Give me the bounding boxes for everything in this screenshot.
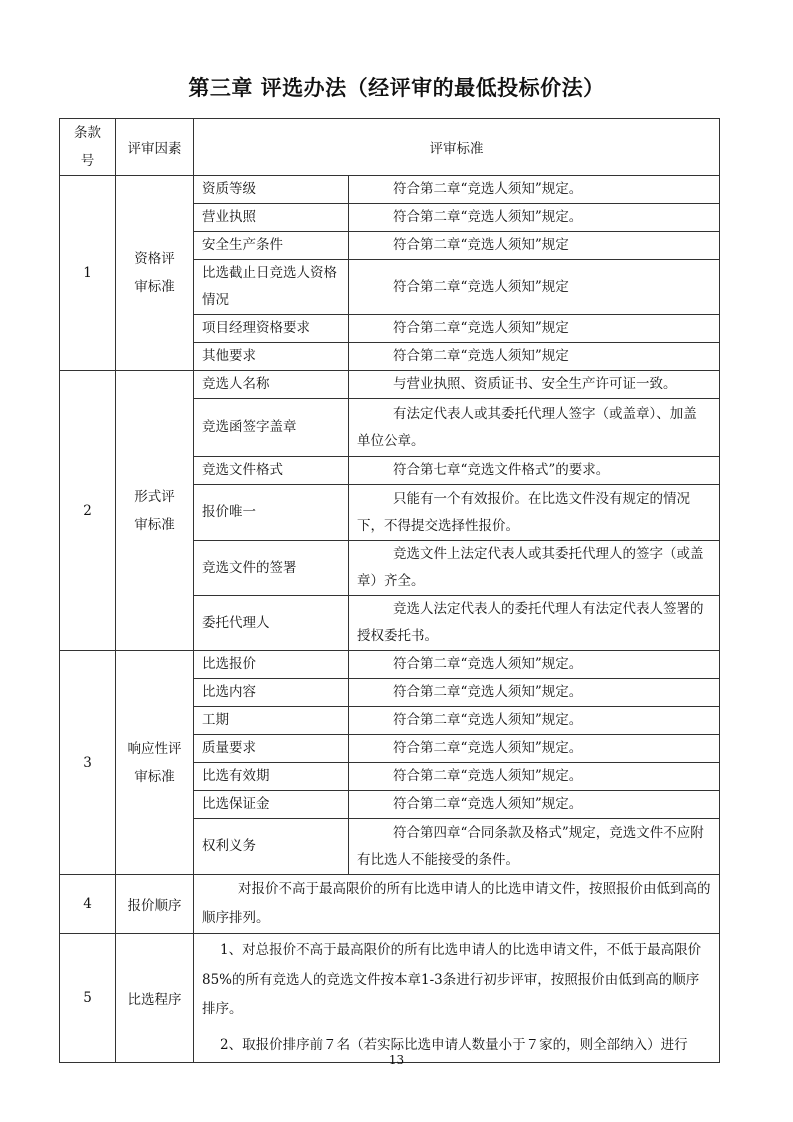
page-title: 第三章 评选办法（经评审的最低投标价法） xyxy=(188,76,605,100)
criterion-name: 竞选文件格式 xyxy=(194,457,349,485)
page-number: 13 xyxy=(388,1053,405,1067)
criterion-standard: 符合第二章“竞选人须知”规定。 xyxy=(349,735,720,763)
table-row xyxy=(60,651,720,679)
criterion-standard: 竞选文件上法定代表人或其委托代理人的签字（或盖章）齐全。 xyxy=(349,541,720,596)
criterion-name: 项目经理资格要求 xyxy=(194,315,349,343)
criterion-standard: 符合第二章“竞选人须知”规定。 xyxy=(349,176,720,204)
section-5-factor: 比选程序 xyxy=(116,934,194,1063)
evaluation-table xyxy=(59,118,720,1063)
criterion-name: 资质等级 xyxy=(194,176,349,204)
criterion-standard: 竞选人法定代表人的委托代理人有法定代表人签署的授权委托书。 xyxy=(349,596,720,651)
table-row xyxy=(60,875,720,934)
section-4-factor: 报价顺序 xyxy=(116,875,194,934)
criterion-name: 竞选函签字盖章 xyxy=(194,399,349,457)
procedure-text xyxy=(194,934,720,1063)
section-1-factor: 资格评审标准 xyxy=(116,176,194,371)
criterion-name: 比选报价 xyxy=(194,651,349,679)
section-5-number: 5 xyxy=(60,934,116,1063)
section-4-number: 4 xyxy=(60,875,116,934)
criterion-name: 委托代理人 xyxy=(194,596,349,651)
section-3-factor: 响应性评审标准 xyxy=(116,651,194,875)
criterion-standard: 只能有一个有效报价。在比选文件没有规定的情况下，不得提交选择性报价。 xyxy=(349,485,720,541)
criterion-name: 其他要求 xyxy=(194,343,349,371)
criterion-name: 安全生产条件 xyxy=(194,232,349,260)
criterion-name: 竞选文件的签署 xyxy=(194,541,349,596)
criterion-standard: 符合第二章“竞选人须知”规定。 xyxy=(349,651,720,679)
criterion-standard: 符合第二章“竞选人须知”规定 xyxy=(349,260,720,315)
criterion-name: 比选内容 xyxy=(194,679,349,707)
header-review-factor: 评审因素 xyxy=(116,119,194,176)
table-row xyxy=(60,371,720,399)
criterion-standard: 符合第四章“合同条款及格式”规定，竞选文件不应附有比选人不能接受的条件。 xyxy=(349,819,720,875)
table-row xyxy=(60,176,720,204)
criterion-standard: 符合第二章“竞选人须知”规定。 xyxy=(349,679,720,707)
criterion-name: 比选保证金 xyxy=(194,791,349,819)
table-row xyxy=(60,934,720,1063)
criterion-name: 比选有效期 xyxy=(194,763,349,791)
header-review-standard: 评审标准 xyxy=(194,119,720,176)
criterion-name: 质量要求 xyxy=(194,735,349,763)
criterion-name: 权利义务 xyxy=(194,819,349,875)
section-2-number: 2 xyxy=(60,371,116,651)
ranking-rule-text: 对报价不高于最高限价的所有比选申请人的比选申请文件，按照报价由低到高的顺序排列。 xyxy=(194,875,720,934)
criterion-standard: 符合第二章“竞选人须知”规定 xyxy=(349,343,720,371)
procedure-paragraph-1: 1、对总报价不高于最高限价的所有比选申请人的比选申请文件，不低于最高限价85%的所有竞选人的竞选文件按本章1-3条进行初步评审，按照报价由低到高的顺序排序。 xyxy=(202,942,702,1017)
section-3-number: 3 xyxy=(60,651,116,875)
criterion-name: 比选截止日竞选人资格情况 xyxy=(194,260,349,315)
criterion-name: 工期 xyxy=(194,707,349,735)
criterion-standard: 符合第二章“竞选人须知”规定。 xyxy=(349,791,720,819)
criterion-standard: 符合第二章“竞选人须知”规定。 xyxy=(349,204,720,232)
criterion-standard: 与营业执照、资质证书、安全生产许可证一致。 xyxy=(349,371,720,399)
criterion-standard: 符合第七章“竞选文件格式”的要求。 xyxy=(349,457,720,485)
criterion-standard: 有法定代表人或其委托代理人签字（或盖章）、加盖单位公章。 xyxy=(349,399,720,457)
section-1-number: 1 xyxy=(60,176,116,371)
criterion-standard: 符合第二章“竞选人须知”规定 xyxy=(349,232,720,260)
criterion-standard: 符合第二章“竞选人须知”规定 xyxy=(349,315,720,343)
criterion-name: 报价唯一 xyxy=(194,485,349,541)
criterion-standard: 符合第二章“竞选人须知”规定。 xyxy=(349,707,720,735)
section-2-factor: 形式评审标准 xyxy=(116,371,194,651)
procedure-paragraph-2: 2、取报价排序前７名（若实际比选申请人数量小于７家的，则全部纳入）进行 xyxy=(220,1036,688,1053)
criterion-name: 竞选人名称 xyxy=(194,371,349,399)
header-clause-number: 条款号 xyxy=(60,119,116,176)
criterion-standard: 符合第二章“竞选人须知”规定。 xyxy=(349,763,720,791)
table-header-row xyxy=(60,119,720,176)
criterion-name: 营业执照 xyxy=(194,204,349,232)
